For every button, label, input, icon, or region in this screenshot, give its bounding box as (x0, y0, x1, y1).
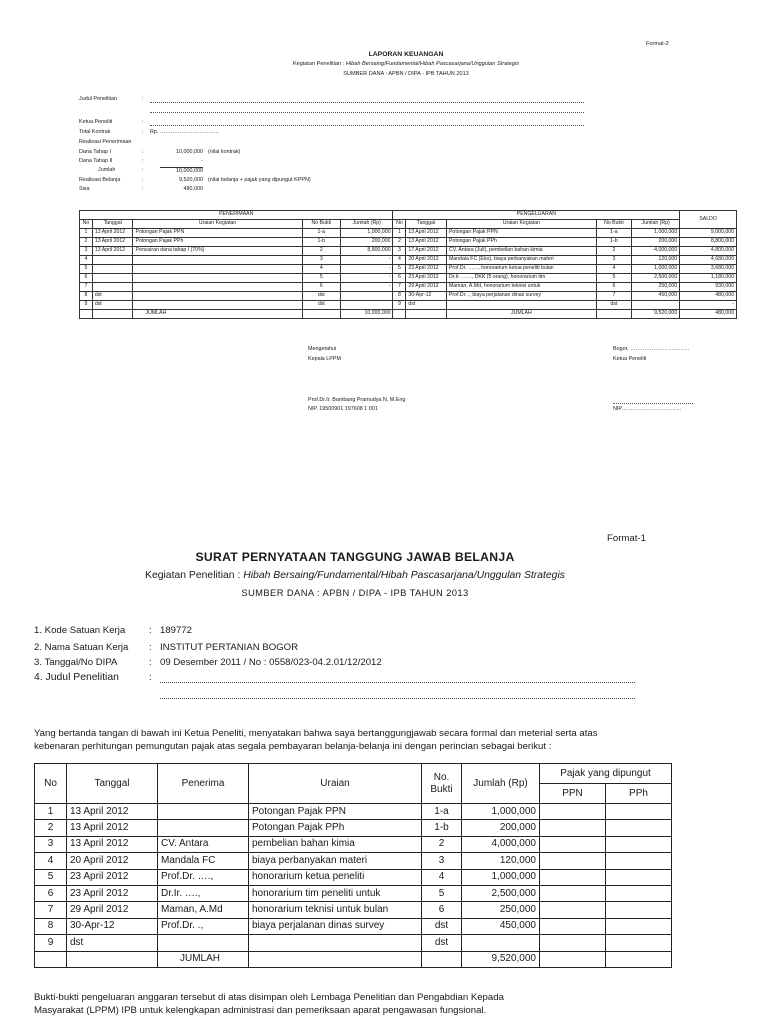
table-cell-in-nb: dst (302, 292, 341, 301)
table-cell-in-tgl (92, 283, 133, 292)
table-cell-ppn (540, 885, 606, 901)
table-row (80, 229, 737, 238)
ketua-signature-line (613, 397, 693, 404)
table-cell-no: 5 (35, 869, 67, 885)
table-cell-nb: dst (422, 935, 462, 951)
table-cell-no: 3 (35, 836, 67, 852)
table-cell-no: 9 (35, 935, 67, 951)
judul-penelitian-label: 4. Judul Penelitian (34, 672, 119, 683)
realisasi-belanja-note: (nilai belanja + pajak yang dipungut KPPN) (208, 177, 311, 183)
table-cell-pen (158, 820, 249, 836)
judul-colon: : (142, 96, 144, 102)
table-cell-in-tgl (92, 256, 133, 265)
header-no-bukti-line2: Bukti (430, 783, 453, 795)
table-cell-ur: honorarium ketua peneliti (249, 869, 422, 885)
table-cell-out-nb: dst (596, 301, 631, 310)
table-cell-in-jml: - (341, 274, 393, 283)
header-no-bukti (422, 764, 462, 804)
table-cell-in-ur (133, 301, 302, 310)
header-uraian: Uraian (249, 764, 422, 804)
table-cell-nb: dst (422, 918, 462, 934)
table-cell-nb: 1-b (422, 820, 462, 836)
kepala-lppm-nip: NIP. 19500901 197608 1 001 (308, 406, 378, 412)
table-cell-out-tgl: 30-Apr-12 (406, 292, 447, 301)
judul-field-line-2 (150, 106, 584, 113)
tanggal-dipa-label: 3. Tanggal/No DIPA (34, 657, 118, 668)
table-cell-ppn (540, 902, 606, 918)
judul-penelitian-line-2 (160, 692, 635, 699)
realisasi-belanja-value: 9,520,000 (179, 177, 203, 183)
table-cell-pen: CV. Antara (158, 836, 249, 852)
table-cell-out-tgl: 29 April 2012 (406, 283, 447, 292)
table-cell-in-no: 8 (80, 292, 93, 301)
dana-tahap2-value: - (201, 158, 203, 164)
table-row (35, 804, 672, 820)
table-cell-saldo: 480,000 (680, 292, 737, 301)
table-cell-no: 8 (35, 918, 67, 934)
table-cell-out-jml: 200,000 (632, 238, 680, 247)
table-cell-out-jml: 1,000,000 (632, 265, 680, 274)
table-cell-pph (606, 853, 672, 869)
table-cell-ppn (540, 918, 606, 934)
info-colon: : (149, 642, 152, 653)
table-cell-out-nb: 2 (596, 247, 631, 256)
judul-penelitian-line-1 (160, 676, 635, 683)
table-cell-in-tgl (92, 265, 133, 274)
table-row (35, 853, 672, 869)
table-cell-out-tgl: 23 April 2012 (406, 274, 447, 283)
table-cell-in-nb: dst (302, 301, 341, 310)
mengetahui-label: Mengetahui (308, 346, 337, 352)
info-colon: : (149, 657, 152, 668)
table-row (35, 935, 672, 951)
format2-title: LAPORAN KEUANGAN (368, 51, 444, 58)
format1-subtitle-programs: Hibah Bersaing/Fundamental/Hibah Pascasarjana/Unggulan Strategis (243, 570, 565, 581)
dana-tahap1-label: Dana Tahap I (79, 149, 111, 155)
bogor-date-field: Bogor, …………………………… (613, 346, 690, 352)
table-cell-ur: Potongan Pajak PPN (249, 804, 422, 820)
statement-line-2: kebenaran perhitungan pemungutan pajak atas segala pembayaran belanja-belanja ini dengan perincian sebagai berikut : (34, 741, 552, 752)
table-cell-in-tgl: 13 April 2012 (92, 238, 133, 247)
table-cell-in-ur (133, 265, 302, 274)
table-cell-pph (606, 885, 672, 901)
table-cell-pen (158, 935, 249, 951)
belanja-total-label: JUMLAH (158, 951, 249, 967)
table-cell-saldo: 4,680,000 (680, 256, 737, 265)
header-penerima: Penerima (158, 764, 249, 804)
table-cell-pen: Mandala FC (158, 853, 249, 869)
table-row (35, 885, 672, 901)
table-cell-saldo: 9,000,000 (680, 229, 737, 238)
table-row (80, 292, 737, 301)
ketua-nip-field: NIP…………………………… (613, 406, 682, 412)
table-cell-out-ur: CV. Antara (Juli), pembelian bahan kimia (446, 247, 596, 256)
belanja-total-value: 9,520,000 (462, 951, 540, 967)
table-cell-saldo: 930,000 (680, 283, 737, 292)
table-cell-tgl: 13 April 2012 (67, 804, 158, 820)
table-cell-in-jml: 8,800,000 (341, 247, 393, 256)
table-cell-ppn (540, 935, 606, 951)
table-cell-no: 2 (35, 820, 67, 836)
table-cell-in-no: 4 (80, 256, 93, 265)
table-cell-out-nb: 4 (596, 265, 631, 274)
table-row (35, 918, 672, 934)
table-cell-in-jml: - (341, 283, 393, 292)
table-cell-out-no: 7 (393, 283, 406, 292)
table-cell-out-jml: 1,000,000 (632, 229, 680, 238)
table-cell-in-nb: 3 (302, 256, 341, 265)
format1-label: Format-1 (607, 533, 646, 544)
table-cell-out-jml: 250,000 (632, 283, 680, 292)
table-cell-ur: Potongan Pajak PPh (249, 820, 422, 836)
col-header: Jumlah (Rp) (632, 220, 680, 229)
table-cell-no: 7 (35, 902, 67, 918)
table-cell-out-nb: 7 (596, 292, 631, 301)
ketua-peneliti-sign-label: Ketua Peneliti (613, 356, 647, 362)
ketua-colon: : (142, 119, 144, 125)
laporan-table-body (80, 229, 737, 310)
table-cell-ppn (540, 836, 606, 852)
table-cell-in-ur (133, 283, 302, 292)
table-cell-saldo: 8,800,000 (680, 238, 737, 247)
table-row (80, 274, 737, 283)
table-cell-saldo: 1,180,000 (680, 274, 737, 283)
table-cell-out-no: 8 (393, 292, 406, 301)
table-cell-in-nb: 5 (302, 274, 341, 283)
table-cell-out-jml: 450,000 (632, 292, 680, 301)
table-cell-out-nb: 1-a (596, 229, 631, 238)
col-header: Jumlah (Rp) (341, 220, 393, 229)
realisasi-penerimaan-label: Realisasi Penerimaan (79, 139, 132, 145)
table-cell-in-no: 1 (80, 229, 93, 238)
table-cell-out-ur: Potongan Pajak PPN (446, 229, 596, 238)
total-kontrak-label: Total Kontrak (79, 129, 111, 135)
table-row (35, 820, 672, 836)
sisa-colon: : (142, 186, 144, 192)
penerimaan-header: PENERIMAAN (80, 211, 393, 220)
table-cell-in-ur (133, 256, 302, 265)
pengeluaran-header: PENGELUARAN (393, 211, 680, 220)
table-row (80, 265, 737, 274)
total-in-value: 10,000,000 (341, 310, 393, 319)
table-cell-ppn (540, 804, 606, 820)
dana-tahap2-label: Dana Tahap II (79, 158, 113, 164)
table-cell-no: 1 (35, 804, 67, 820)
table-cell-nb: 3 (422, 853, 462, 869)
format2-subtitle-programs: Hibah Bersaing/Fundamental/Hibah Pascasarjana/Unggulan Strategis (345, 61, 520, 67)
table-cell-in-ur: Potongan Pajak PPh (133, 238, 302, 247)
table-cell-in-nb: 2 (302, 247, 341, 256)
table-cell-in-no: 3 (80, 247, 93, 256)
table-cell-out-ur: Prof.Dr. ……, honorarium ketua peneliti bulan (446, 265, 596, 274)
jumlah-value: 10,000,000 (160, 167, 203, 174)
table-cell-jml: 200,000 (462, 820, 540, 836)
table-cell-in-jml: - (341, 256, 393, 265)
table-cell-pph (606, 935, 672, 951)
table-cell-out-jml: 2,500,000 (632, 274, 680, 283)
col-header: Tanggal (406, 220, 447, 229)
table-cell-pph (606, 918, 672, 934)
table-cell-out-jml: 4,000,000 (632, 247, 680, 256)
table-cell-nb: 4 (422, 869, 462, 885)
table-cell-pph (606, 869, 672, 885)
table-cell-jml: 250,000 (462, 902, 540, 918)
dana-tahap2-colon: : (142, 158, 144, 164)
format1-subtitle (0, 570, 710, 581)
table-cell-in-ur (133, 292, 302, 301)
table-cell-ur: biaya perjalanan dinas survey (249, 918, 422, 934)
table-cell-in-tgl (92, 274, 133, 283)
table-row (35, 836, 672, 852)
table-cell-out-no: 5 (393, 265, 406, 274)
table-cell-pph (606, 836, 672, 852)
table-cell-in-jml: 1,000,000 (341, 229, 393, 238)
table-cell-in-nb: 4 (302, 265, 341, 274)
table-cell-in-tgl: dst (92, 301, 133, 310)
header-pph: PPh (606, 784, 672, 804)
table-cell-nb: 5 (422, 885, 462, 901)
table-cell-pen: Dr.Ir. …., (158, 885, 249, 901)
realisasi-belanja-label: Realisasi Belanja (79, 177, 121, 183)
table-cell-ppn (540, 869, 606, 885)
kode-satuan-kerja-label: 1. Kode Satuan Kerja (34, 625, 126, 636)
table-cell-in-tgl: dst (92, 292, 133, 301)
table-row (80, 301, 737, 310)
table-cell-out-tgl: 23 April 2012 (406, 265, 447, 274)
header-ppn: PPN (540, 784, 606, 804)
table-cell-in-tgl: 13 April 2012 (92, 247, 133, 256)
table-cell-nb: 1-a (422, 804, 462, 820)
table-row (80, 247, 737, 256)
table-cell-out-nb: 5 (596, 274, 631, 283)
format2-subtitle (0, 61, 768, 68)
total-label-out: JUMLAH (446, 310, 596, 319)
judul-label: Judul Penelitian (79, 96, 118, 102)
table-cell-pph (606, 902, 672, 918)
table-cell-nb: 2 (422, 836, 462, 852)
total-label-in: JUMLAH (133, 310, 302, 319)
table-cell-out-no: 2 (393, 238, 406, 247)
table-cell-ppn (540, 820, 606, 836)
table-cell-in-ur: Potongan Pajak PPN (133, 229, 302, 238)
header-no: No (35, 764, 67, 804)
table-cell-pph (606, 820, 672, 836)
ketua-field-line (150, 119, 584, 126)
total-kontrak-colon: : (142, 129, 144, 135)
table-cell-in-jml: 200,000 (341, 238, 393, 247)
header-tanggal: Tanggal (67, 764, 158, 804)
table-cell-in-no: 7 (80, 283, 93, 292)
table-cell-ur: biaya perbanyakan materi (249, 853, 422, 869)
table-cell-out-tgl: 20 April 2012 (406, 256, 447, 265)
table-cell-in-no: 2 (80, 238, 93, 247)
format1-source: SUMBER DANA : APBN / DIPA - IPB TAHUN 2013 (241, 587, 469, 598)
table-row (35, 902, 672, 918)
format2-source: SUMBER DANA : APBN / DIPA - IPB TAHUN 2013 (343, 71, 469, 77)
table-cell-ur: honorarium tim peneliti untuk (249, 885, 422, 901)
jumlah-colon: : (142, 167, 144, 173)
table-row (35, 869, 672, 885)
table-cell-jml: 120,000 (462, 853, 540, 869)
table-cell-no: 6 (35, 885, 67, 901)
kepala-lppm-label: Kepala LPPM (308, 356, 341, 362)
table-cell-ppn (540, 853, 606, 869)
table-cell-nb: 6 (422, 902, 462, 918)
table-cell-tgl: 13 April 2012 (67, 836, 158, 852)
kepala-lppm-name: Prof.Dr.Ir. Bambang Pramudya N, M.Eng (308, 397, 406, 403)
statement-line-1: Yang bertanda tangan di bawah ini Ketua Peneliti, menyatakan bahwa saya bertanggungjawab secara formal dan meterial serta atas (34, 728, 598, 739)
col-header: No (80, 220, 93, 229)
table-cell-tgl: 23 April 2012 (67, 885, 158, 901)
laporan-keuangan-table (79, 210, 737, 319)
footer-note-line-2: Masyarakat (LPPM) IPB untuk kelengkapan administrasi dan pemeriksaan aparat pengawasan fungsional. (34, 1005, 487, 1016)
table-cell-out-nb: 6 (596, 283, 631, 292)
col-header: No (393, 220, 406, 229)
table-cell-in-jml: - (341, 265, 393, 274)
table-cell-out-tgl: 13 April 2012 (406, 229, 447, 238)
table-row (80, 283, 737, 292)
table-cell-in-no: 5 (80, 265, 93, 274)
col-header: Uraian Kegiatan (446, 220, 596, 229)
table-cell-tgl: 23 April 2012 (67, 869, 158, 885)
table-cell-in-ur: Pencairan dana tahap I (70%) (133, 247, 302, 256)
belanja-table-body (35, 804, 672, 952)
table-cell-pen: Maman, A.Md (158, 902, 249, 918)
belanja-table (34, 763, 672, 968)
table-cell-ur: honorarium teknisi untuk bulan (249, 902, 422, 918)
format1-subtitle-prefix: Kegiatan Penelitian : (145, 570, 244, 581)
table-cell-tgl: 30-Apr-12 (67, 918, 158, 934)
table-cell-pen: Prof.Dr. ., (158, 918, 249, 934)
table-cell-out-ur: Prof.Dr. ., biaya perjalanan dinas survey (446, 292, 596, 301)
ketua-label: Ketua Peneliti (79, 119, 113, 125)
col-header: Uraian Kegiatan (133, 220, 302, 229)
dana-tahap1-colon: : (142, 149, 144, 155)
table-cell-saldo: 4,800,000 (680, 247, 737, 256)
footer-note-line-1: Bukti-bukti pengeluaran anggaran tersebut di atas disimpan oleh Lembaga Penelitian dan Pengabdian Kepada (34, 992, 504, 1003)
table-cell-in-jml (341, 301, 393, 310)
table-cell-out-ur: Mandala FC (Eko), biaya perbanyakan materi (446, 256, 596, 265)
table-cell-ur (249, 935, 422, 951)
table-cell-tgl: 13 April 2012 (67, 820, 158, 836)
table-cell-in-no: 6 (80, 274, 93, 283)
format2-label: Format-2 (646, 41, 669, 47)
table-cell-out-jml: 120,000 (632, 256, 680, 265)
table-cell-pen: Prof.Dr. …., (158, 869, 249, 885)
table-cell-in-nb: 1-a (302, 229, 341, 238)
table-cell-out-tgl: 17 April 2012 (406, 247, 447, 256)
table-cell-out-no: 1 (393, 229, 406, 238)
table-cell-out-no: 4 (393, 256, 406, 265)
table-cell-out-no: 9 (393, 301, 406, 310)
table-cell-jml: 450,000 (462, 918, 540, 934)
table-cell-in-tgl: 13 April 2012 (92, 229, 133, 238)
jumlah-label: Jumlah (98, 167, 116, 173)
table-cell-no: 4 (35, 853, 67, 869)
table-cell-jml (462, 935, 540, 951)
table-cell-out-ur: Maman, A.Md, honorarium teknisi untuk (446, 283, 596, 292)
header-jumlah: Jumlah (Rp) (462, 764, 540, 804)
info-colon: : (149, 672, 152, 683)
col-header: No Bukti (302, 220, 341, 229)
nama-satuan-kerja-label: 2. Nama Satuan Kerja (34, 642, 129, 653)
sisa-label: Sisa (79, 186, 90, 192)
tanggal-dipa-value: 09 Desember 2011 / No : 0558/023-04.2.01/12/2012 (160, 657, 382, 668)
table-cell-tgl: 20 April 2012 (67, 853, 158, 869)
sisa-value: 480,000 (183, 186, 203, 192)
table-cell-out-ur: Potongan Pajak PPh (446, 238, 596, 247)
table-cell-out-nb: 1-b (596, 238, 631, 247)
table-cell-out-tgl: dst (406, 301, 447, 310)
header-no-bukti-line1: No. (433, 771, 450, 783)
table-cell-out-tgl: 13 April 2012 (406, 238, 447, 247)
table-cell-in-ur (133, 274, 302, 283)
judul-field-line-1 (150, 96, 584, 103)
dana-tahap1-value: 10,000,000 (176, 149, 203, 155)
table-cell-in-nb: 1-b (302, 238, 341, 247)
table-cell-pph (606, 804, 672, 820)
nama-satuan-kerja-value: INSTITUT PERTANIAN BOGOR (160, 642, 299, 653)
table-cell-out-nb: 3 (596, 256, 631, 265)
header-pajak-dipungut: Pajak yang dipungut (540, 764, 672, 784)
table-cell-jml: 1,000,000 (462, 804, 540, 820)
dana-tahap1-note: (nilai kontrak) (208, 149, 241, 155)
table-cell-in-jml (341, 292, 393, 301)
table-cell-out-no: 3 (393, 247, 406, 256)
format1-title: SURAT PERNYATAAN TANGGUNG JAWAB BELANJA (195, 550, 515, 564)
table-cell-out-jml (632, 301, 680, 310)
table-cell-saldo: - (680, 301, 737, 310)
total-out-value: 9,520,000 (632, 310, 680, 319)
info-colon: : (149, 625, 152, 636)
table-row (80, 256, 737, 265)
table-cell-jml: 4,000,000 (462, 836, 540, 852)
table-cell-in-nb: 6 (302, 283, 341, 292)
table-cell-jml: 2,500,000 (462, 885, 540, 901)
table-cell-out-ur: Dr.Ir. ……, DKK (5 orang), honorarium tim (446, 274, 596, 283)
table-cell-out-no: 6 (393, 274, 406, 283)
col-header: Tanggal (92, 220, 133, 229)
table-cell-saldo: 3,680,000 (680, 265, 737, 274)
total-kontrak-value: Rp. …………………………… (150, 129, 220, 135)
col-header: No Bukti (596, 220, 631, 229)
kode-satuan-kerja-value: 189772 (160, 625, 193, 636)
table-cell-tgl: 29 April 2012 (67, 902, 158, 918)
table-cell-jml: 1,000,000 (462, 869, 540, 885)
table-cell-ur: pembelian bahan kimia (249, 836, 422, 852)
total-saldo-value: 480,000 (680, 310, 737, 319)
table-row (80, 238, 737, 247)
table-cell-out-ur (446, 301, 596, 310)
table-cell-tgl: dst (67, 935, 158, 951)
table-cell-pen (158, 804, 249, 820)
table-cell-in-no: 9 (80, 301, 93, 310)
realisasi-belanja-colon: : (142, 177, 144, 183)
saldo-header: SALDO (680, 211, 737, 229)
format2-subtitle-prefix: Kegiatan Penelitian : (292, 61, 346, 67)
